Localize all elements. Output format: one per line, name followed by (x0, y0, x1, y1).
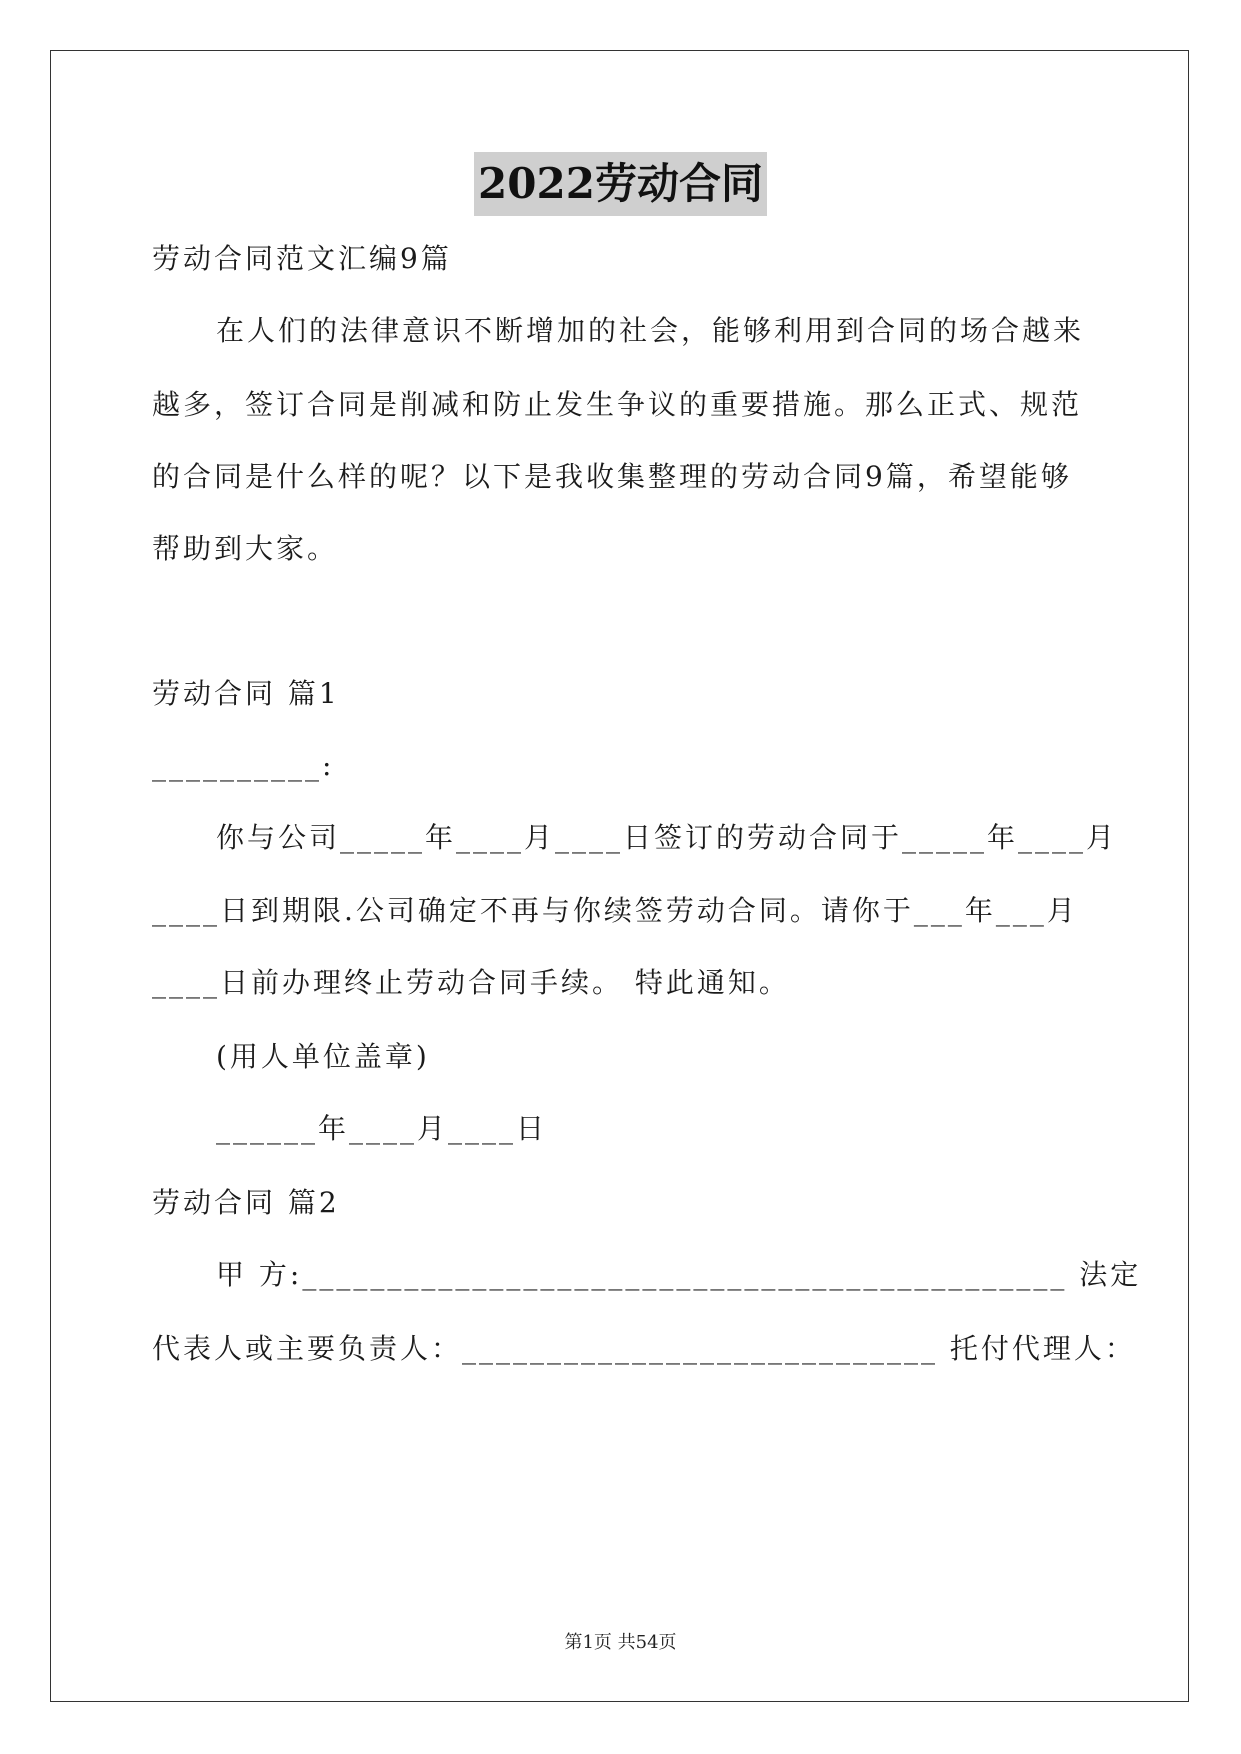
representative-line: 代表人或主要负责人：____________________________ 托付代理人： (152, 1332, 1136, 1365)
subtitle-line: 劳动合同范文汇编9篇 (152, 242, 452, 275)
page-border (50, 50, 1189, 1702)
notice-line-3: ____日前办理终止劳动合同手续。 特此通知。 (152, 966, 790, 999)
section-heading-2: 劳动合同 篇2 (152, 1186, 340, 1219)
page-footer: 第1页 共54页 (564, 1632, 677, 1653)
party-a-line: 甲 方:_____________________________________________ 法定 (216, 1258, 1142, 1291)
date-line: ______年____月____日 (216, 1112, 548, 1145)
title-container (0, 152, 1241, 216)
document-title: 2022劳动合同 (474, 152, 767, 216)
intro-line-2: 越多，签订合同是削减和防止发生争议的重要措施。那么正式、规范 (152, 388, 1083, 421)
intro-line-1: 在人们的法律意识不断增加的社会，能够利用到合同的场合越来 (216, 314, 1085, 347)
seal-line: (用人单位盖章) (216, 1040, 430, 1073)
notice-line-1: 你与公司_____年____月____日签订的劳动合同于_____年____月 (216, 821, 1118, 854)
notice-line-2: ____日到期限.公司确定不再与你续签劳动合同。请你于___年___月 (152, 894, 1078, 927)
addressee-line: __________: (152, 749, 335, 782)
section-heading-1: 劳动合同 篇1 (152, 677, 340, 710)
intro-line-3: 的合同是什么样的呢？以下是我收集整理的劳动合同9篇，希望能够 (152, 460, 1072, 493)
intro-line-4: 帮助到大家。 (152, 532, 339, 565)
